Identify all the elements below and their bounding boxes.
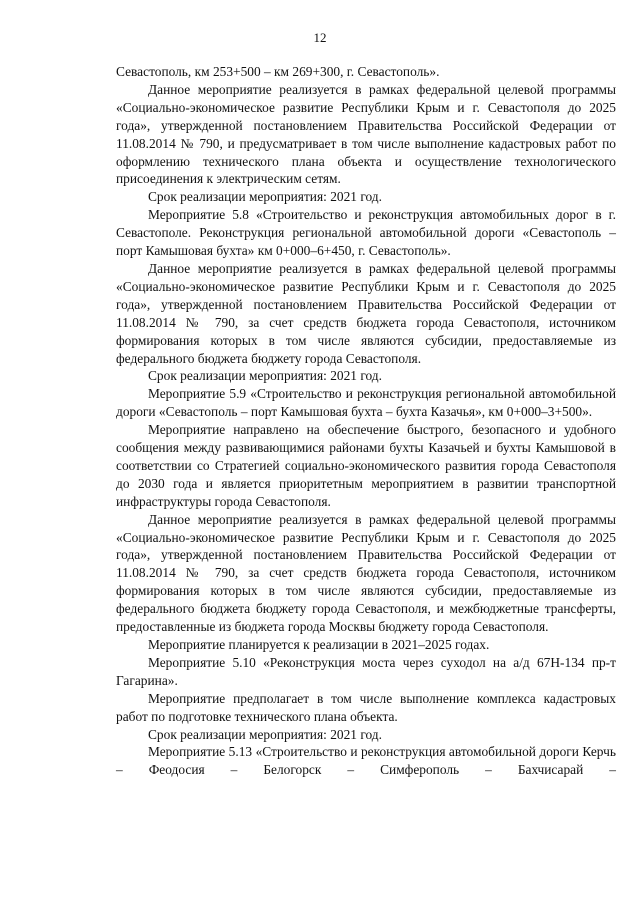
- paragraph: Мероприятие 5.13 «Строительство и реконструкция автомобильной дороги Керчь – Феодосия – Белогорск – Симферополь – Бахчисарай –: [116, 744, 616, 778]
- paragraph: Мероприятие планируется к реализации в 2021–2025 годах.: [148, 637, 490, 652]
- paragraph: Мероприятие 5.8 «Строительство и реконструкция автомобильных дорог в г. Севастополе. Реконструкция региональной автомобильной дороги «Севастополь – порт Камышовая бухта» км 0+000–6+450, г. Севастополь».: [116, 207, 616, 259]
- paragraph: Данное мероприятие реализуется в рамках федеральной целевой программы «Социально-экономическое развитие Республики Крым и г. Севастополя до 2025 года», утвержденной постановлением Правительства Российской Федерации от 11.08.2014 № 790, за счет средств бюджета города Севастополя, источником формирования которых в том числе являются субсидии, предоставляемые из федерального бюджета бюджету города Севастополя, и межбюджетные трансферты, предоставленные из бюджета города Москвы бюджету города Севастополя.: [116, 511, 616, 635]
- document-body: [116, 63, 616, 779]
- paragraph: Срок реализации мероприятия: 2021 год.: [148, 368, 382, 384]
- paragraph: Срок реализации мероприятия: 2021 год.: [148, 189, 382, 205]
- paragraph: Мероприятие направлено на обеспечение быстрого, безопасного и удобного сообщения между развивающимися районами бухты Казачьей и бухты Камышовой в соответствии со Стратегией социально-экономического развития города Севастополя до 2030 года и является приоритетным мероприятием в развитии транспортной инфраструктуры города Севастополя.: [116, 422, 616, 509]
- page-number: 12: [313, 30, 327, 45]
- paragraph: Срок реализации мероприятия: 2021 год.: [148, 726, 382, 742]
- paragraph: Данное мероприятие реализуется в рамках федеральной целевой программы «Социально-экономическое развитие Республики Крым и г. Севастополя до 2025 года», утвержденной постановлением Правительства Российской Федерации от 11.08.2014 № 790, и предусматривает в том числе выполнение кадастровых работ по оформлению технического плана объекта и осуществление технологического присоединения к электрическим сетям.: [116, 81, 616, 187]
- paragraph: Мероприятие 5.10 «Реконструкция моста через суходол на а/д 67Н-134 пр-т Гагарина».: [116, 654, 616, 688]
- paragraph: Мероприятие 5.9 «Строительство и реконструкция региональной автомобильной дороги «Севастополь – порт Камышовая бухта – бухта Казачья», км 0+000–3+500».: [116, 386, 616, 420]
- paragraph: Севастополь, км 253+500 – км 269+300, г. Севастополь».: [116, 64, 440, 79]
- paragraph: Данное мероприятие реализуется в рамках федеральной целевой программы «Социально-экономическое развитие Республики Крым и г. Севастополя до 2025 года», утвержденной постановлением Правительства Российской Федерации от 11.08.2014 № 790, за счет средств бюджета города Севастополя, источником формирования которых в том числе являются субсидии, предоставляемые из федерального бюджета бюджету города Севастополя.: [116, 260, 616, 366]
- paragraph: Мероприятие предполагает в том числе выполнение комплекса кадастровых работ по подготовке технического плана объекта.: [116, 690, 616, 724]
